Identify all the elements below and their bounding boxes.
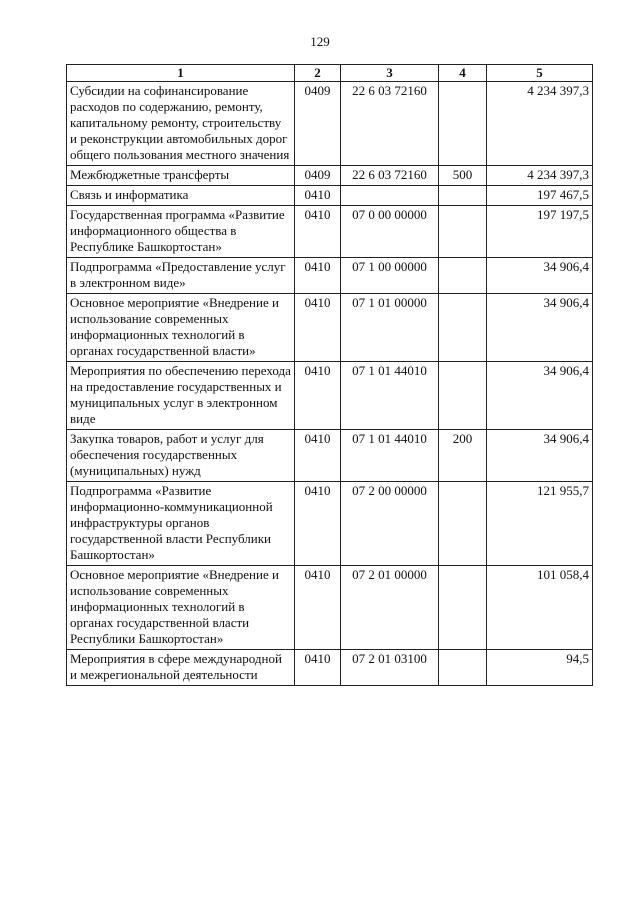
row-name: Подпрограмма «Развитие информационно-коммуникационной инфраструктуры органов государственной власти Республики Башкортостан»: [67, 482, 295, 566]
table-row: [67, 566, 593, 650]
row-section: 0410: [295, 650, 341, 686]
row-vr: [439, 362, 487, 430]
row-vr: 200: [439, 430, 487, 482]
row-vr: [439, 650, 487, 686]
row-vr: [439, 482, 487, 566]
row-csr: 07 2 01 03100: [341, 650, 439, 686]
header-col-3: 3: [341, 65, 439, 82]
row-vr: [439, 186, 487, 206]
table-row: [67, 166, 593, 186]
row-csr: 07 1 01 00000: [341, 294, 439, 362]
row-sum: 34 906,4: [487, 294, 593, 362]
row-name: Мероприятия по обеспечению перехода на предоставление государственных и муниципальных услуг в электронном виде: [67, 362, 295, 430]
row-section: 0410: [295, 566, 341, 650]
table-row: [67, 362, 593, 430]
row-section: 0410: [295, 186, 341, 206]
row-sum: 34 906,4: [487, 430, 593, 482]
budget-table: [66, 64, 593, 686]
table-row: [67, 482, 593, 566]
row-csr: [341, 186, 439, 206]
row-name: Межбюджетные трансферты: [67, 166, 295, 186]
row-csr: 22 6 03 72160: [341, 166, 439, 186]
row-section: 0409: [295, 82, 341, 166]
row-csr: 07 1 00 00000: [341, 258, 439, 294]
table-row: [67, 82, 593, 166]
header-col-4: 4: [439, 65, 487, 82]
table-row: [67, 650, 593, 686]
row-section: 0409: [295, 166, 341, 186]
row-csr: 07 1 01 44010: [341, 430, 439, 482]
table-row: [67, 186, 593, 206]
row-csr: 07 2 00 00000: [341, 482, 439, 566]
row-sum: 197 467,5: [487, 186, 593, 206]
row-vr: 500: [439, 166, 487, 186]
row-name: Субсидии на софинансирование расходов по содержанию, ремонту, капитальному ремонту, строительству и реконструкции автомобильных дорог общего пользования местного значения: [67, 82, 295, 166]
row-section: 0410: [295, 294, 341, 362]
row-sum: 197 197,5: [487, 206, 593, 258]
row-sum: 4 234 397,3: [487, 82, 593, 166]
row-name: Подпрограмма «Предоставление услуг в электронном виде»: [67, 258, 295, 294]
row-section: 0410: [295, 430, 341, 482]
page-number: 129: [310, 34, 330, 49]
row-vr: [439, 82, 487, 166]
table-row: [67, 430, 593, 482]
row-sum: 4 234 397,3: [487, 166, 593, 186]
header-col-5: 5: [487, 65, 593, 82]
row-section: 0410: [295, 482, 341, 566]
row-section: 0410: [295, 362, 341, 430]
row-sum: 34 906,4: [487, 258, 593, 294]
row-csr: 07 1 01 44010: [341, 362, 439, 430]
row-name: Связь и информатика: [67, 186, 295, 206]
row-vr: [439, 206, 487, 258]
row-csr: 07 2 01 00000: [341, 566, 439, 650]
row-sum: 94,5: [487, 650, 593, 686]
row-vr: [439, 294, 487, 362]
table-header-row: [67, 65, 593, 82]
row-name: Мероприятия в сфере международной и межрегиональной деятельности: [67, 650, 295, 686]
row-name: Основное мероприятие «Внедрение и использование современных информационных технологий в органах государственной власти»: [67, 294, 295, 362]
row-name: Закупка товаров, работ и услуг для обеспечения государственных (муниципальных) нужд: [67, 430, 295, 482]
row-vr: [439, 566, 487, 650]
row-name: Государственная программа «Развитие информационного общества в Республике Башкортостан»: [67, 206, 295, 258]
header-col-1: 1: [67, 65, 295, 82]
row-sum: 34 906,4: [487, 362, 593, 430]
row-sum: 101 058,4: [487, 566, 593, 650]
row-csr: 07 0 00 00000: [341, 206, 439, 258]
row-sum: 121 955,7: [487, 482, 593, 566]
table-row: [67, 258, 593, 294]
table-row: [67, 294, 593, 362]
row-section: 0410: [295, 206, 341, 258]
row-vr: [439, 258, 487, 294]
row-name: Основное мероприятие «Внедрение и использование современных информационных технологий в органах государственной власти Республики Башкортостан»: [67, 566, 295, 650]
table-row: [67, 206, 593, 258]
row-csr: 22 6 03 72160: [341, 82, 439, 166]
header-col-2: 2: [295, 65, 341, 82]
row-section: 0410: [295, 258, 341, 294]
